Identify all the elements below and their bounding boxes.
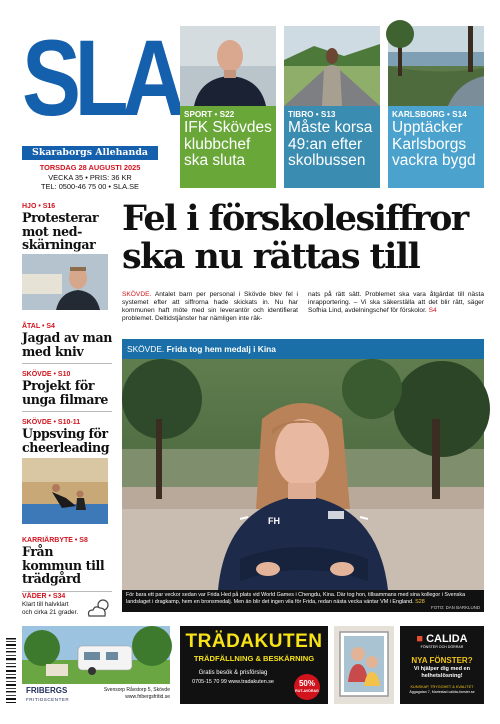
caption-text: För bara ett par veckor sedan var Frida Hed på plats vid World Games i Chengdu, Kina. Där tog hon, tillsammans med sina kollegor i Svenska landslaget i dragkamp, hem en bronsmedalj. Men än blir det ingen vila för Frida, redan nästa vecka väntar VM i England. — [126, 592, 466, 605]
lead-body-2: nats på rätt sätt. Problemet ska vara åtgärdat till nästa inrapportering. — [308, 291, 484, 307]
side-kicker: SKÖVDE • S10 — [22, 371, 71, 378]
weather-text: Klart till halvklart och cirka 21 grader. — [22, 601, 79, 616]
lead-text — [122, 291, 484, 323]
side-headline: Uppsving för cheerleading — [22, 426, 110, 455]
teaser-photo-man — [180, 26, 276, 106]
ad-fribergs-photo — [22, 626, 170, 684]
ad-calida-address: Äggagatan 7, Mariestad calida-fonster.se — [409, 690, 475, 694]
teaser-headline: Upptäcker Karlsborgs vackra bygd — [392, 119, 476, 169]
lead-column-1 — [122, 291, 298, 323]
ad-fribergs-address: Svensorp Råvstorp 5, Skövde — [103, 687, 170, 693]
ad-calida-photo — [334, 626, 394, 704]
ad-tradakuten-badge-value: 50% — [298, 679, 315, 688]
feature-title-bar[interactable] — [122, 339, 484, 359]
contact-info: TEL: 0500-46 75 00 • SLA.SE — [41, 182, 139, 192]
side-story-hjo[interactable] — [22, 202, 112, 252]
feature-title: Frida tog hem medalj i Kina — [166, 344, 276, 354]
side-photo-man — [22, 254, 108, 310]
ad-fribergs-contact — [90, 687, 170, 701]
ad-calida-body: Vi hjälper dig med en helhetslösning! — [413, 666, 471, 679]
newspaper-name: Skaraborgs Allehanda — [22, 146, 158, 160]
side-story-cheer[interactable] — [22, 418, 112, 454]
side-story-atal[interactable] — [22, 322, 112, 364]
lead-column-2 — [308, 291, 484, 323]
side-headline: Från kommun till trädgård — [22, 544, 105, 586]
divider — [22, 363, 112, 364]
teaser-kicker: SPORT • S22 — [184, 110, 235, 119]
ad-tradakuten-title: TRÄDAKUTEN — [185, 631, 323, 652]
teaser-karlsborg[interactable] — [388, 26, 484, 188]
ad-calida-tag: KUNSKAP, TRYGGHET & KVALITET — [410, 685, 474, 689]
ad-tradakuten[interactable] — [180, 626, 328, 704]
feature-photo — [122, 359, 484, 590]
teaser-kicker: TIBRO • S13 — [288, 110, 336, 119]
teaser-sport[interactable] — [180, 26, 276, 188]
divider — [22, 411, 112, 412]
teaser-kicker: KARLSBORG • S14 — [392, 110, 467, 119]
teaser-photo-road — [284, 26, 380, 106]
teaser-headline: Måste korsa 49:an efter skolbussen — [288, 119, 373, 169]
ad-calida-sub: FÖNSTER OCH DÖRRAR — [420, 645, 464, 649]
ad-tradakuten-offer: Gratis besök & prisförslag — [198, 670, 268, 676]
side-story-film[interactable] — [22, 370, 112, 412]
issue-info: VECKA 35 • PRIS: 36 KR — [48, 172, 132, 182]
side-kicker: ÅTAL • S4 — [22, 323, 55, 330]
side-kicker: KARRIÄRBYTE • S8 — [22, 537, 88, 544]
side-headline: Projekt för unga filmare — [22, 378, 108, 407]
caption-page-ref: S28 — [415, 598, 425, 605]
main-headline-line1: Fel i förskolesiffror — [122, 198, 468, 239]
ad-fribergs[interactable] — [22, 626, 170, 704]
side-photo-cheer — [22, 458, 108, 524]
side-story-karriar[interactable] — [22, 536, 112, 592]
logo-letters: SLA — [22, 17, 180, 138]
teaser-panel — [388, 106, 484, 188]
ad-fribergs-logo — [26, 686, 86, 704]
calida-square-icon: ■ — [416, 633, 424, 645]
ad-calida[interactable] — [400, 626, 484, 704]
ad-tradakuten-badge-sub: RUT-AVDRAG — [295, 689, 319, 693]
photo-credit: FOTO: DAN BARKLUND — [431, 605, 480, 611]
issue-date: TORSDAG 28 AUGUSTI 2025 — [39, 163, 141, 172]
ad-tradakuten-badge — [294, 674, 320, 700]
ad-calida-logo — [400, 633, 484, 645]
weather-kicker: VÄDER • S34 — [22, 593, 66, 600]
teaser-tibro[interactable] — [284, 26, 380, 188]
lead-page-ref: S4 — [428, 307, 437, 315]
ad-tradakuten-contact: 0705-15 70 99 www.tradakuten.se — [192, 679, 274, 685]
side-kicker: HJO • S16 — [22, 203, 56, 210]
weather-box[interactable] — [22, 592, 118, 616]
side-headline: Protesterar mot ned-skärningar — [22, 210, 99, 252]
lead-quote: – Vi ska säkerställa att det blir rätt, säger Sofhia Lind, avdelningschef för förskolor. — [308, 299, 484, 315]
partly-cloudy-icon — [86, 598, 112, 618]
ad-calida-head: NYA FÖNSTER? — [411, 656, 473, 665]
barcode — [4, 636, 18, 706]
logo — [22, 17, 180, 146]
ad-fribergs-sub: FRITIDSCENTER — [26, 697, 70, 702]
side-headline: Jagad av man med kniv — [22, 330, 112, 359]
feature-place: SKÖVDE. — [127, 344, 165, 354]
feature-caption — [122, 590, 484, 612]
main-headline-line2: ska nu rättas till — [122, 236, 420, 277]
teaser-panel — [180, 106, 276, 188]
ad-tradakuten-sub: TRÄDFÄLLNING & BESKÄRNING — [193, 654, 315, 663]
jacket-initials: FH — [268, 516, 280, 526]
ad-fribergs-name: FRIBERGS — [26, 686, 68, 695]
side-kicker: SKÖVDE • S10-11 — [22, 419, 81, 426]
teaser-headline: IFK Skövdes klubbchef ska sluta — [184, 119, 272, 169]
lead-body-1: Antalet barn per personal i Skövde blev fel i systemet efter att siffrorna hade skickats in. Nu har kommunen haft möte med sin leverantör och identifierat problemet. Deltidstjänster har nämligen inte räk- — [122, 291, 299, 323]
ad-calida-name: CALIDA — [426, 633, 468, 645]
lead-place: SKÖVDE. — [122, 291, 152, 298]
dateline — [22, 163, 158, 192]
ad-fribergs-url: www.fribergsfritid.se — [125, 694, 170, 700]
teaser-photo-lake — [388, 26, 484, 106]
teaser-panel — [284, 106, 380, 188]
main-headline[interactable] — [122, 200, 484, 276]
